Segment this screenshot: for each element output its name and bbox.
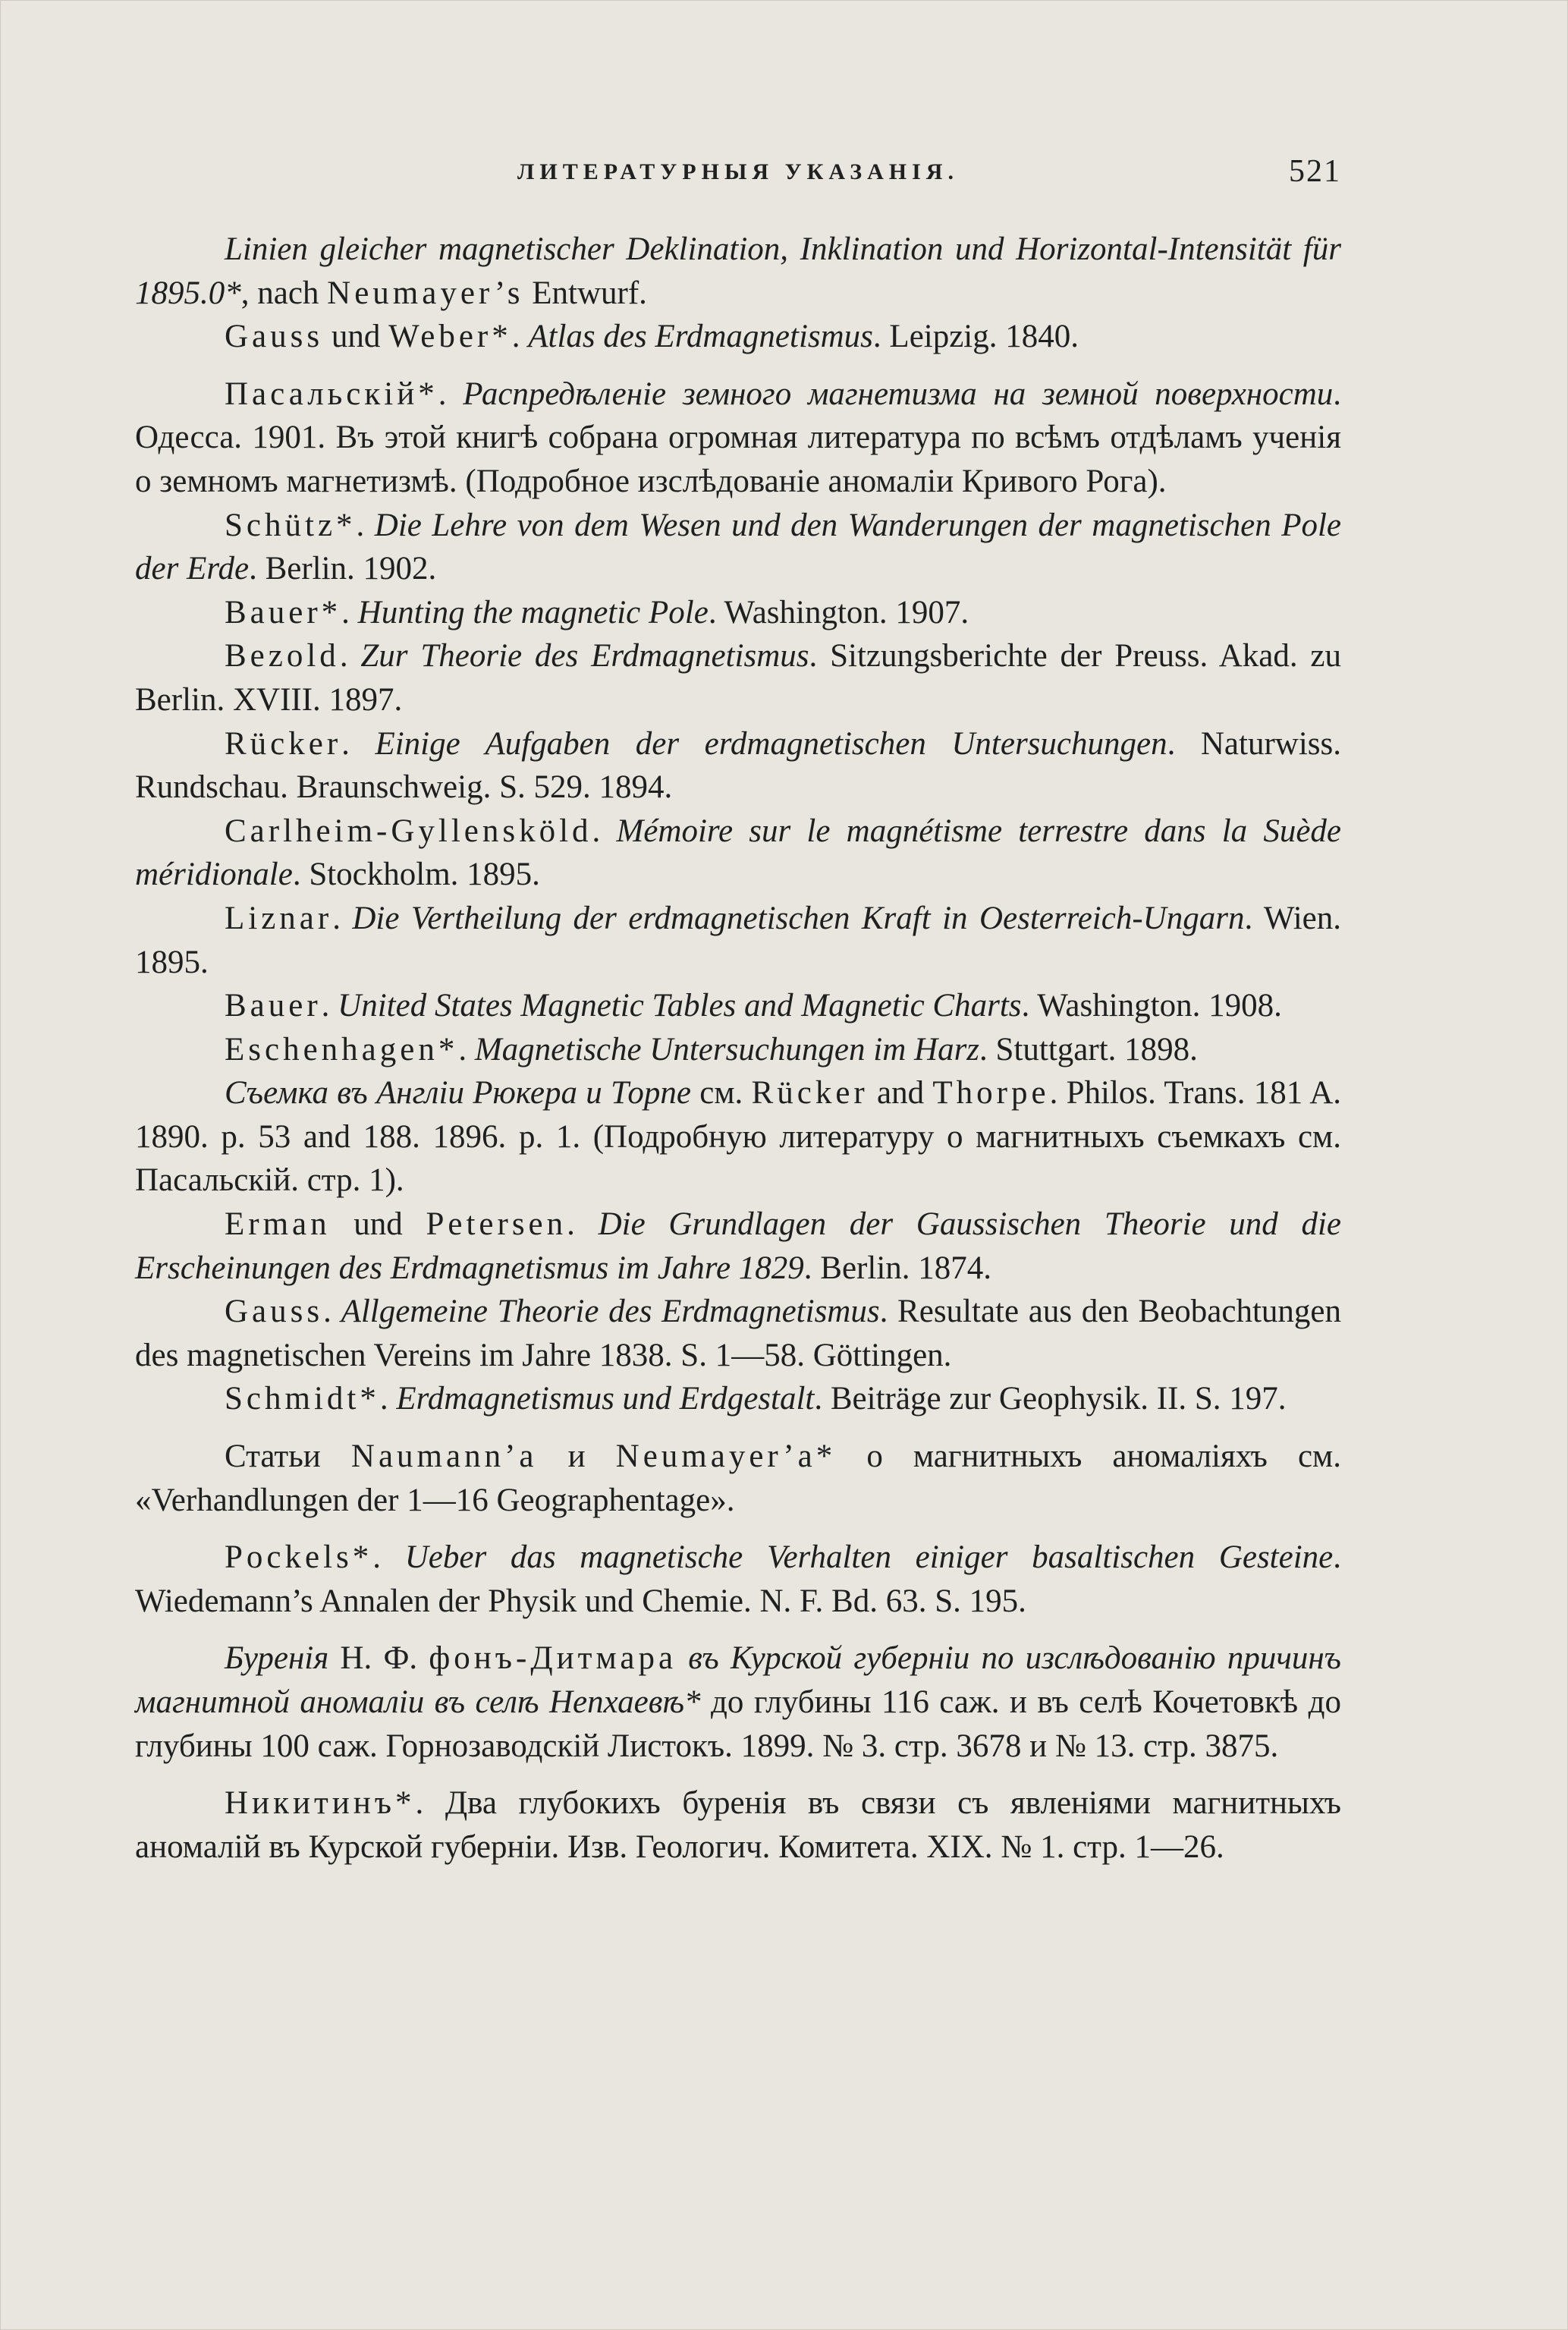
- entry-author: Erman: [225, 1206, 331, 1243]
- entry-text: .: [458, 1031, 475, 1068]
- entry-text: .: [341, 725, 376, 762]
- entry-text: . Одесса. 1901. Въ этой книгѣ собрана огромная литература по всѣмъ отдѣламъ ученія о земномъ магнетизмѣ. (Подробное изслѣдованіе аномаліи Кривого Рога).: [135, 376, 1341, 499]
- entry-text: [677, 1640, 688, 1676]
- entry-text: Статьи: [225, 1439, 351, 1475]
- entry-author: Eschenhagen*: [225, 1031, 459, 1068]
- entry-text: Entwurf.: [523, 275, 647, 311]
- entry-text: .: [339, 638, 361, 674]
- entry-text: . Wien. 1895.: [135, 900, 1341, 980]
- entry-author: Petersen: [426, 1206, 567, 1243]
- entry-author: Rücker: [225, 725, 342, 762]
- entry-title: Die Vertheilung der erdmagnetischen Kraft in Oesterreich-Ungarn: [352, 900, 1245, 936]
- entry-author: Rücker: [751, 1075, 869, 1112]
- entry-author: Carlheim-Gyllensköld: [225, 813, 592, 849]
- entry-text: Н. Ф.: [328, 1640, 429, 1677]
- entry-title: Erdmagnetismus und Erdgestalt: [396, 1381, 815, 1417]
- entry-author: Naumann’a: [350, 1439, 538, 1475]
- entry-text: .: [321, 988, 338, 1024]
- entry-author: Neumayer’s: [327, 275, 524, 311]
- entry-author: Schmidt*: [225, 1381, 380, 1417]
- bibliography-entry: [135, 228, 1341, 315]
- entry-text: .: [592, 813, 617, 849]
- entry-author: Thorpe: [932, 1075, 1050, 1112]
- bibliography-entry: [135, 1071, 1341, 1203]
- entry-title: Буренія: [225, 1640, 329, 1677]
- entry-text: .: [379, 1381, 397, 1417]
- bibliography-entry: [135, 634, 1341, 722]
- bibliography-entry: [135, 722, 1341, 810]
- entry-title: Die Grundlagen der Gaussischen Theorie und die Erscheinungen des Erdmagnetismus im Jahre 1829: [135, 1206, 1341, 1286]
- entry-title: United States Magnetic Tables and Magnetic Charts: [338, 988, 1022, 1024]
- entry-text: . Berlin. 1874.: [803, 1250, 992, 1286]
- bibliography-entry: [135, 591, 1341, 635]
- bibliography-entry: [135, 504, 1341, 591]
- bibliography-entry: [135, 1377, 1341, 1421]
- entry-author: фонъ-Дитмара: [429, 1640, 677, 1677]
- entry-text: .: [438, 376, 463, 412]
- entry-title: Atlas des Erdmagnetismus: [528, 319, 873, 355]
- entry-text: . Два глубокихъ буренія въ связи съ явленіями магнитныхъ аномалій въ Курской губерніи. Изв. Геологич. Комитета. XIX. № 1. стр. 1—26.: [135, 1785, 1341, 1865]
- entry-title: Die Lehre von dem Wesen und den Wanderungen der magnetischen Pole der Erde: [135, 507, 1341, 587]
- entry-text: . Washington. 1907.: [708, 594, 969, 630]
- entry-text: . Berlin. 1902.: [249, 551, 437, 587]
- bibliography-entry: [135, 810, 1341, 897]
- page-number: 521: [1289, 154, 1341, 189]
- entry-author: Pockels*: [225, 1539, 373, 1576]
- entry-text: and: [868, 1075, 933, 1112]
- bibliography-entry: [135, 373, 1341, 504]
- bibliography-entry: [135, 1435, 1341, 1522]
- entry-author: Bezold: [225, 638, 340, 674]
- bibliography-entry: [135, 315, 1341, 359]
- entry-text: и: [537, 1439, 616, 1475]
- entry-text: . Philos. Trans. 181 A. 1890. p. 53 and 188. 1896. p. 1. (Подробную литературу о магнитныхъ съемкахъ см. Пасальскій. стр. 1).: [135, 1075, 1342, 1199]
- bibliography-entry: [135, 984, 1341, 1028]
- bibliography-list: [135, 228, 1341, 1869]
- entry-text: . Naturwiss. Rundschau. Braunschweig. S. 529. 1894.: [135, 725, 1342, 806]
- entry-title: Hunting the magnetic Pole: [357, 594, 709, 630]
- entry-author: Никитинъ*: [225, 1785, 416, 1822]
- entry-text: , nach: [240, 275, 328, 311]
- entry-text: .: [567, 1206, 599, 1243]
- entry-author: Schütz*: [225, 507, 357, 543]
- entry-text: . Stockholm. 1895.: [292, 857, 540, 893]
- entry-text: . Resultate aus den Beobachtungen des magnetischen Vereins im Jahre 1838. S. 1—58. Göttingen.: [135, 1294, 1342, 1373]
- entry-text: . Leipzig. 1840.: [872, 319, 1079, 355]
- entry-text: und: [330, 1206, 426, 1243]
- entry-title: Съемка въ Англіи Рюкера и Торпе: [225, 1075, 691, 1112]
- entry-title: Распредѣленіе земного магнетизма на земной поверхности: [463, 376, 1334, 412]
- bibliography-entry: [135, 1781, 1341, 1869]
- entry-text: о магнитныхъ аномаліяхъ см. «Verhandlungen der 1—16 Geographentage».: [135, 1439, 1341, 1518]
- bibliography-entry: [135, 1028, 1341, 1072]
- entry-text: .: [332, 900, 353, 936]
- entry-title: Mémoire sur le magnétisme terrestre dans la Suède méridionale: [135, 813, 1342, 893]
- entry-text: . Washington. 1908.: [1021, 988, 1282, 1024]
- entry-text: . Stuttgart. 1898.: [979, 1031, 1198, 1068]
- entry-text: . Sitzungsberichte der Preuss. Akad. zu Berlin. XVIII. 1897.: [135, 638, 1342, 718]
- entry-author: Bauer: [225, 988, 322, 1024]
- entry-text: .: [323, 1294, 341, 1330]
- entry-text: . Beiträge zur Geophysik. II. S. 197.: [814, 1381, 1287, 1417]
- entry-text: und: [323, 319, 389, 355]
- entry-title: Allgemeine Theorie des Erdmagnetismus: [341, 1294, 880, 1330]
- entry-author: Gauss: [225, 1294, 324, 1330]
- entry-author: Liznar: [225, 900, 333, 936]
- entry-text: .: [372, 1539, 405, 1576]
- page-header: [135, 154, 1341, 205]
- entry-text: .: [341, 594, 358, 630]
- entry-author: Bauer*: [225, 594, 342, 630]
- bibliography-entry: [135, 897, 1341, 984]
- bibliography-entry: [135, 1290, 1341, 1377]
- entry-text: см.: [690, 1075, 752, 1112]
- entry-author: Gauss: [225, 319, 324, 355]
- bibliography-entry: [135, 1203, 1341, 1290]
- entry-text: .: [356, 507, 375, 543]
- entry-title: Magnetische Untersuchungen im Harz: [474, 1031, 980, 1068]
- entry-text: до глубины 116 саж. и въ селѣ Кочетовкѣ до глубины 100 саж. Горнозаводскій Листокъ. 1899. № 3. стр. 3678 и № 13. стр. 3875.: [135, 1684, 1341, 1764]
- running-head: ЛИТЕРАТУРНЫЯ УКАЗАНІЯ.: [517, 159, 959, 184]
- bibliography-entry: [135, 1637, 1341, 1768]
- bibliography-entry: [135, 1536, 1341, 1623]
- entry-text: . Wiedemann’s Annalen der Physik und Chemie. N. F. Bd. 63. S. 195.: [135, 1539, 1342, 1619]
- entry-author: Neumayer’a*: [615, 1439, 837, 1475]
- entry-author: Пасальскій*: [225, 376, 438, 412]
- entry-author: Weber*: [388, 319, 512, 355]
- entry-title: Ueber das magnetische Verhalten einiger basaltischen Gesteine: [404, 1539, 1334, 1576]
- entry-title: въ Курской губерніи по изслѣдованію причинъ магнитной аномаліи въ селѣ Непхаевѣ*: [135, 1640, 1341, 1720]
- entry-title: Zur Theorie des Erdmagnetismus: [360, 638, 809, 674]
- entry-title: Einige Aufgaben der erdmagnetischen Untersuchungen: [375, 725, 1167, 762]
- entry-title: Linien gleicher magnetischer Deklination, Inklination und Horizontal-Intensität für 1895.0*: [135, 231, 1341, 311]
- entry-text: .: [511, 319, 529, 355]
